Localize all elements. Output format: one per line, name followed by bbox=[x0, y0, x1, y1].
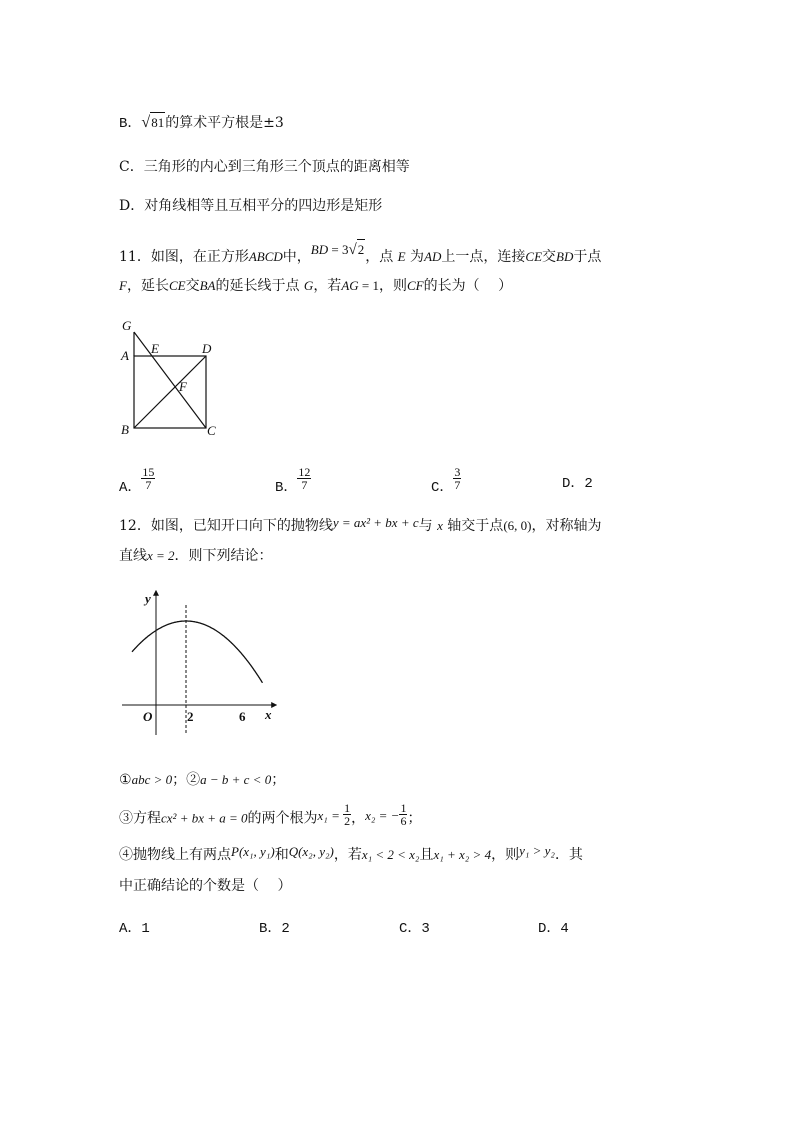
math-var: AG bbox=[341, 278, 359, 293]
text: ，则 bbox=[379, 278, 407, 294]
text: 和 bbox=[274, 847, 289, 863]
fraction bbox=[453, 466, 461, 491]
label-f: F bbox=[179, 379, 187, 394]
text: ； bbox=[172, 772, 187, 788]
q10-option-c: C．三角形的内心到三角形三个顶点的距离相等 bbox=[119, 159, 410, 175]
q10-option-b-text: 的算术平方根是±3 bbox=[165, 115, 284, 131]
y-axis-label: y bbox=[145, 591, 151, 606]
text: ．其 bbox=[554, 847, 583, 863]
text: 抛物线上有两点 bbox=[133, 847, 231, 863]
text: ，若 bbox=[333, 847, 362, 863]
text: 的延长线于点 bbox=[215, 278, 304, 294]
math-var: BD bbox=[556, 249, 574, 264]
text: 如图，在正方形 bbox=[150, 249, 249, 265]
label-c: C bbox=[207, 423, 216, 438]
text: ； bbox=[271, 772, 286, 788]
q12-option-d: D．4 bbox=[538, 921, 569, 937]
diagonal-bd bbox=[134, 356, 206, 428]
text: 交 bbox=[185, 278, 200, 294]
q11-line-2 bbox=[119, 276, 512, 296]
q12-option-b: B．2 bbox=[259, 921, 290, 937]
segment-gc bbox=[134, 332, 206, 428]
math-expression: x₁ < 2 < x₂ bbox=[361, 847, 420, 862]
denominator: 7 bbox=[145, 478, 152, 492]
denominator: 7 bbox=[301, 478, 308, 492]
q10-option-b bbox=[119, 112, 284, 134]
math-var: CE bbox=[525, 249, 543, 264]
fraction bbox=[343, 802, 351, 827]
text: 且 bbox=[419, 847, 434, 863]
math-var: BA bbox=[199, 278, 216, 293]
label-e: E bbox=[151, 341, 159, 356]
math-point: Q(x₂, y₂) bbox=[288, 844, 334, 859]
q11-option-d: D．2 bbox=[562, 476, 593, 492]
math-equation: x = 2 bbox=[147, 548, 175, 563]
label-b: B bbox=[121, 422, 129, 437]
q12-statement-4 bbox=[119, 845, 583, 865]
q12-option-a: A．1 bbox=[119, 921, 150, 937]
math-text: = 3 bbox=[328, 242, 349, 257]
q12-option-c: C．3 bbox=[399, 921, 430, 937]
tick-6-label: 6 bbox=[239, 709, 246, 724]
circle-number: ② bbox=[186, 772, 201, 788]
label-d: D bbox=[202, 341, 212, 356]
text: 为 bbox=[405, 249, 425, 265]
text: 轴交于点 bbox=[442, 518, 504, 534]
q11-option-a bbox=[119, 465, 155, 496]
text: ，则 bbox=[491, 847, 520, 863]
math-point: (6, 0) bbox=[503, 518, 532, 533]
math-var: ABCD bbox=[248, 249, 283, 264]
sqrt-symbol: √ bbox=[141, 114, 151, 131]
q10-radicand: 81 bbox=[150, 112, 165, 133]
option-label: C． bbox=[431, 479, 454, 496]
parabola-curve bbox=[132, 621, 263, 683]
fraction bbox=[399, 802, 407, 827]
q12-number: 12． bbox=[119, 518, 151, 534]
q12-parabola-graph bbox=[118, 585, 283, 740]
text: 上一点，连接 bbox=[441, 249, 526, 265]
text: ，延长 bbox=[126, 278, 169, 294]
text: 的两个根为 bbox=[247, 810, 318, 827]
math-var: AD bbox=[424, 249, 442, 264]
math-var: CE bbox=[168, 278, 186, 293]
numerator: 1 bbox=[400, 801, 407, 815]
text: 中， bbox=[282, 249, 311, 265]
q12-statement-3 bbox=[119, 801, 422, 831]
fraction bbox=[297, 466, 311, 491]
denominator: 7 bbox=[454, 478, 461, 492]
circle-number: ③ bbox=[119, 810, 133, 827]
q12-statement-1-2 bbox=[119, 770, 285, 790]
numerator: 15 bbox=[142, 465, 155, 479]
x-axis-label: x bbox=[265, 707, 272, 722]
q10-option-b-label: B． bbox=[119, 116, 142, 132]
text: 的长为（ ） bbox=[423, 278, 513, 294]
math-expression: x₁ = bbox=[317, 807, 344, 823]
math-expression: abc > 0 bbox=[131, 772, 173, 787]
tick-2-label: 2 bbox=[187, 709, 194, 724]
q11-line-1 bbox=[119, 242, 602, 267]
option-label: A． bbox=[119, 479, 142, 496]
math-var: BD bbox=[310, 242, 329, 257]
text: ，对称轴为 bbox=[531, 518, 602, 534]
denominator: 2 bbox=[344, 814, 351, 828]
q10-option-d: D．对角线相等且互相平分的四边形是矩形 bbox=[119, 198, 383, 214]
math-expression: x₂ = − bbox=[365, 807, 400, 823]
fraction bbox=[141, 466, 155, 491]
math-point: P(x₁, y₁) bbox=[231, 844, 275, 859]
math-equation: y = ax² + bx + c bbox=[332, 515, 419, 530]
text: 直线 bbox=[119, 548, 147, 564]
numerator: 1 bbox=[344, 801, 351, 815]
math-text: 2 bbox=[357, 239, 366, 260]
text: 与 bbox=[418, 518, 438, 534]
numerator: 12 bbox=[298, 465, 311, 479]
q12-line-1 bbox=[119, 516, 601, 536]
math-var: CF bbox=[407, 278, 424, 293]
math-var: E bbox=[397, 249, 406, 264]
math-var: F bbox=[119, 278, 127, 293]
math-text: = 1 bbox=[358, 278, 379, 293]
text: ．则下列结论： bbox=[174, 548, 273, 564]
sqrt-symbol: √ bbox=[348, 242, 357, 258]
denominator: 6 bbox=[400, 814, 407, 828]
math-equation: cx² + bx + a = 0 bbox=[161, 810, 248, 826]
label-g: G bbox=[122, 318, 132, 333]
text: 交 bbox=[542, 249, 557, 265]
text: 如图，已知开口向下的抛物线 bbox=[150, 518, 333, 534]
q11-option-b bbox=[275, 465, 311, 496]
q11-square-figure bbox=[115, 316, 225, 441]
q11-number: 11． bbox=[119, 249, 151, 265]
option-label: B． bbox=[275, 479, 298, 496]
q12-line-2 bbox=[119, 546, 273, 566]
text: ； bbox=[407, 810, 422, 827]
text: ，点 bbox=[365, 249, 398, 265]
text: 于点 bbox=[573, 249, 602, 265]
circle-number: ① bbox=[119, 772, 132, 788]
math-expression: x₁ + x₂ > 4 bbox=[433, 847, 492, 862]
text: ， bbox=[351, 810, 366, 827]
math-expression: y₁ > y₂ bbox=[519, 843, 555, 858]
circle-number: ④ bbox=[119, 847, 133, 863]
math-var: G bbox=[303, 278, 314, 293]
q11-option-c bbox=[431, 465, 461, 496]
text: 方程 bbox=[133, 810, 161, 827]
q12-statement-4-cont: 中正确结论的个数是（ ） bbox=[119, 878, 292, 894]
text: ，若 bbox=[313, 278, 342, 294]
origin-label: O bbox=[143, 709, 153, 724]
label-a: A bbox=[121, 348, 129, 363]
math-var: x bbox=[437, 518, 443, 533]
math-expression: a − b + c < 0 bbox=[200, 772, 272, 787]
numerator: 3 bbox=[454, 465, 461, 479]
